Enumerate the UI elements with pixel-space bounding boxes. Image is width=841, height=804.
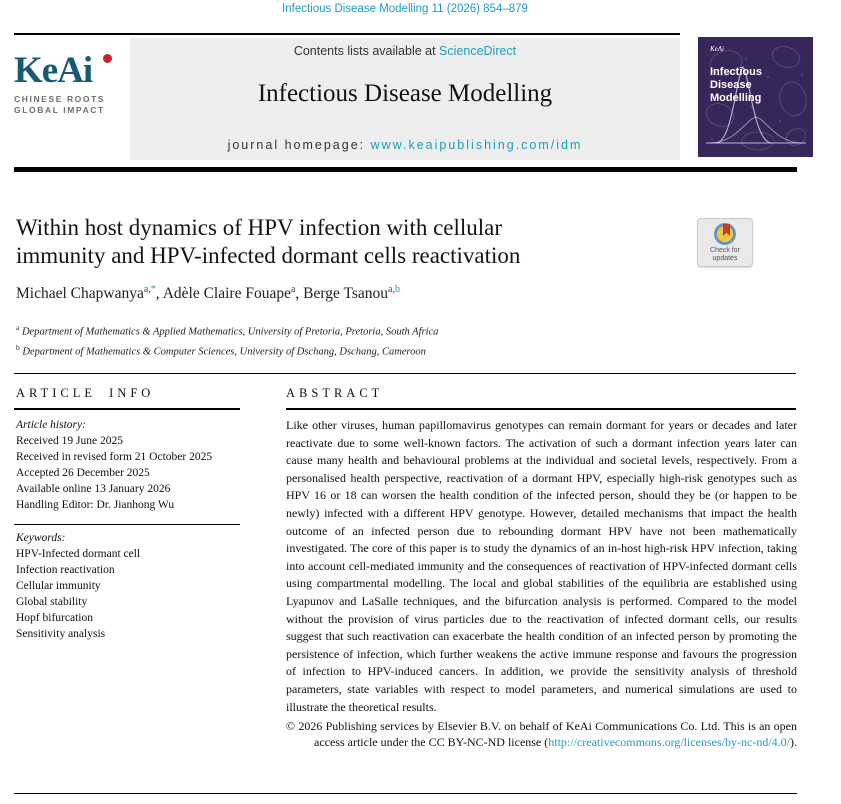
keai-tagline-line2: GLOBAL IMPACT	[14, 105, 105, 115]
svg-text:Modelling: Modelling	[710, 92, 762, 104]
contents-line	[130, 44, 680, 58]
keyword-item: Global stability	[16, 596, 88, 608]
abstract-heading-rule	[286, 408, 796, 410]
affiliation-text: Department of Mathematics & Applied Mathematics, University of Pretoria, Pretoria, South Africa	[21, 326, 439, 338]
abstract-text: Like other viruses, human papillomavirus genotypes can remain dormant for years or decades and later reactivate due to some well-known factors. The activation of such a dormant infection years later can cause many health and behavioural problems at the individual and societal levels, respectively. From a personalised health perspective, reactivation of a dormant HPV, especially high-risk genotypes such as HPV 16 or 18 can worsen the health condition of the infected person, should they be (or happen to be newly) infected with a different HPV genotype. However, detailed mechanisms that impact the health outcome of an infected person due to rebounding dormant HPV have not been mathematically investigated. The core of this paper is to study the dynamics of an in-host high-risk HPV infection, taking into account cell-mediated immunity and the consequences of reactivation of HPV-infected dormant cells using compartmental modelling. The local and global stabilities of the equilibria are established using Lyapunov and LaSalle techniques, and the bifurcation analysis is performed. Compared to the model without the provision of virus particles due to the reactivation of infected dormant cells, our results suggest that such reactivation can exacerbate the health condition of an infected person by promoting the persistence of infection, which further weakens the active immune response and favours the progression of infection to HPV-induced cancers. In addition, we provide the sensitivity analysis of threshold parameters, state variables with respect to model parameters, and numerical simulations are used to illustrate the theoretical results.	[286, 418, 797, 714]
author-name: Berge Tsanou	[303, 285, 389, 303]
bookmark-icon	[723, 224, 730, 236]
page-bottom-rule	[14, 793, 797, 794]
homepage-line	[130, 138, 680, 152]
svg-text:Disease: Disease	[710, 79, 752, 91]
svg-text:Infectious: Infectious	[710, 66, 762, 78]
affiliation-b	[16, 340, 716, 360]
history-item: Available online 13 January 2026	[16, 483, 171, 495]
affiliations	[16, 320, 716, 360]
author-separator: ,	[155, 285, 163, 303]
contents-prefix: Contents lists available at	[293, 44, 440, 58]
keyword-item: Infection reactivation	[16, 564, 115, 576]
citation-header: Infectious Disease Modelling 11 (2026) 854–879	[282, 3, 528, 15]
affiliation-text: Department of Mathematics & Computer Sciences, University of Dschang, Dschang, Cameroon	[22, 346, 426, 358]
author-affil-link[interactable]: b	[395, 284, 400, 295]
abstract-block	[286, 417, 797, 751]
keai-logo-dot-icon	[103, 54, 112, 63]
keyword-item: Sensitivity analysis	[16, 628, 106, 640]
author-list	[16, 284, 676, 303]
keai-tagline	[14, 94, 126, 116]
journal-title: Infectious Disease Modelling	[257, 80, 553, 107]
cover-publisher-mark: KeAi	[710, 45, 724, 53]
article-info-heading: ARTICLE INFO	[16, 386, 155, 400]
article-info-heading-rule	[14, 408, 240, 410]
copyright-text: © 2026 Publishing services by Elsevier B.V. on behalf of KeAi Communications Co. Ltd. This is an open access article under the CC BY-NC-ND license (	[286, 719, 797, 749]
corresponding-author-link[interactable]: *	[150, 284, 156, 295]
article-history	[16, 417, 266, 513]
article-history-label: Article history:	[16, 419, 86, 431]
license-url-link[interactable]: http://creativecommons.org/licenses/by-nc-nd/4.0/	[548, 734, 790, 749]
section-divider-rule	[14, 373, 796, 374]
history-item: Received 19 June 2025	[16, 435, 123, 447]
homepage-label: journal homepage:	[227, 138, 371, 152]
masthead-bottom-rule	[14, 167, 797, 172]
keywords-block	[16, 530, 266, 642]
keyword-item: Cellular immunity	[16, 580, 101, 592]
author-separator: ,	[295, 285, 304, 303]
affiliation-sup: b	[16, 343, 20, 352]
check-for-updates-label: Check for updates	[710, 247, 740, 262]
author-affil-sup: a	[290, 284, 296, 295]
check-for-updates-badge[interactable]	[697, 218, 753, 267]
keai-wordmark-text: KeAi	[14, 50, 93, 91]
author-affil-sup: a,	[143, 284, 151, 295]
affiliation-sup: a	[16, 323, 20, 332]
keywords-label: Keywords:	[16, 532, 66, 544]
history-item: Accepted 26 December 2025	[16, 467, 150, 479]
article-title-line2: immunity and HPV-infected dormant cells reactivation	[16, 243, 521, 268]
masthead-top-rule	[14, 33, 680, 35]
abstract-heading: ABSTRACT	[286, 386, 384, 400]
journal-cover-thumbnail[interactable]	[698, 37, 813, 157]
article-title-line1: Within host dynamics of HPV infection with cellular	[16, 215, 503, 240]
history-item: Received in revised form 21 October 2025	[16, 451, 213, 463]
keywords-divider-rule	[14, 524, 240, 525]
article-title	[16, 214, 676, 270]
crossmark-icon	[714, 223, 736, 245]
history-item: Handling Editor: Dr. Jianhong Wu	[16, 499, 175, 511]
affiliation-a	[16, 320, 716, 340]
sciencedirect-link[interactable]: ScienceDirect	[439, 44, 517, 58]
keai-logo	[14, 52, 126, 152]
copyright-statement	[286, 719, 797, 751]
author-name: Adèle Claire Fouape	[162, 285, 291, 303]
keyword-item: HPV-Infected dormant cell	[16, 548, 141, 560]
author-affil-sup: a,	[388, 284, 395, 295]
keyword-item: Hopf bifurcation	[16, 612, 93, 624]
keai-tagline-line1: CHINESE ROOTS	[14, 94, 106, 104]
keai-wordmark	[14, 52, 126, 90]
author-name: Michael Chapwanya	[16, 285, 144, 303]
homepage-url-link[interactable]: www.keaipublishing.com/idm	[370, 138, 583, 152]
copyright-suffix: ).	[790, 734, 797, 749]
